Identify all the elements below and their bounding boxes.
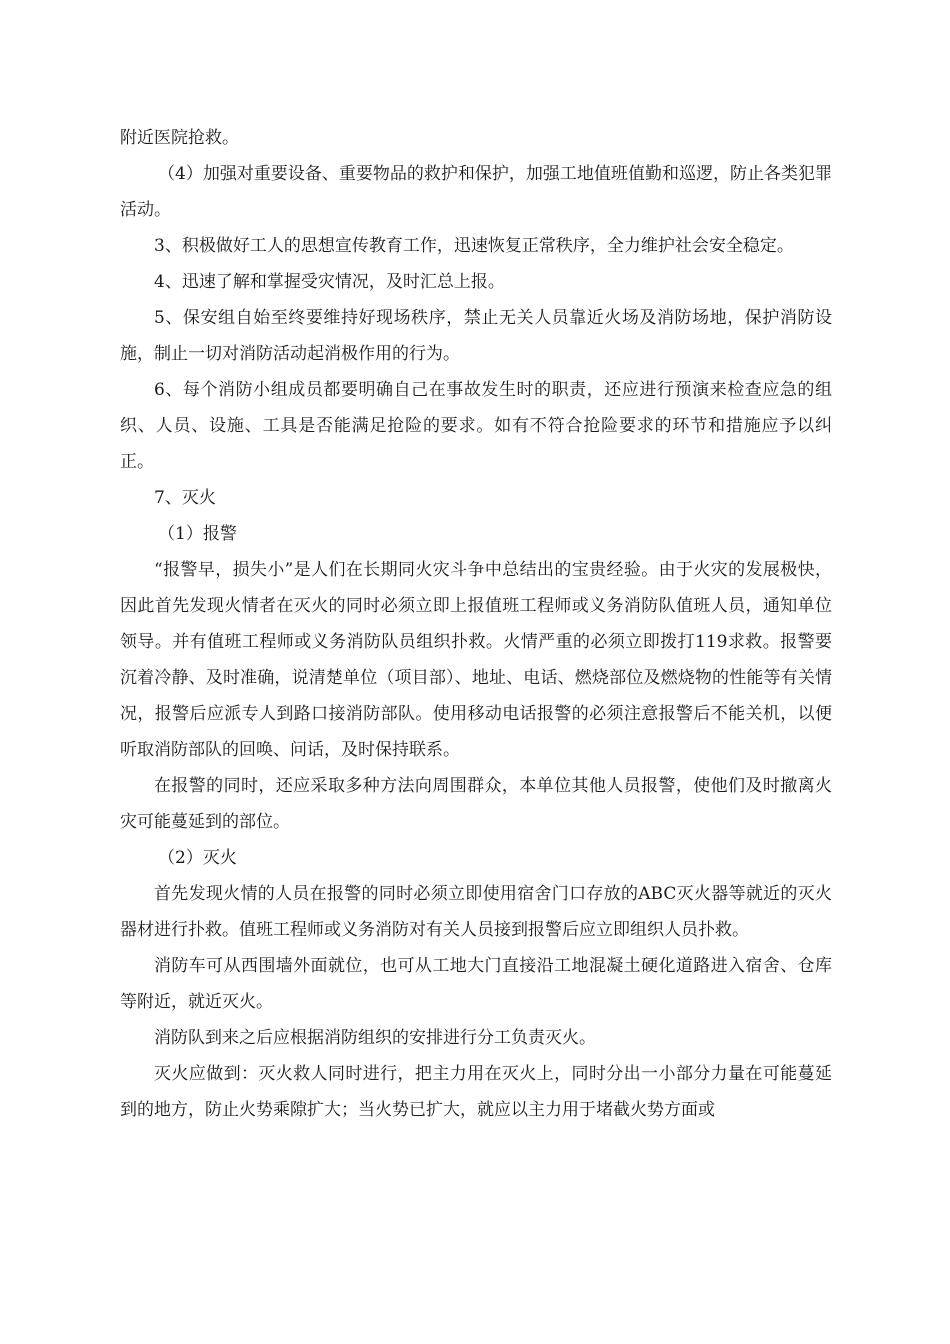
heading-item-7-fire-fighting: 7、灭火 xyxy=(154,488,216,508)
paragraph-item-5: 5、保安组自始至终要维持好现场秩序，禁止无关人员靠近火场及消防场地，保护消防设施，制止一切对消防活动起消极作用的行为。 xyxy=(120,308,832,364)
paragraph-alarm-neighbors: 在报警的同时，还应采取多种方法向周围群众，本单位其他人员报警，使他们及时撤离火灾可能蔓延到的部位。 xyxy=(120,776,832,832)
document-body xyxy=(120,120,832,1128)
paragraph-protect-equipment: （4）加强对重要设备、重要物品的救护和保护，加强工地值班值勤和巡逻，防止各类犯罪活动。 xyxy=(120,164,832,220)
paragraph-alarm-details: “报警早，损失小”是人们在长期同火灾斗争中总结出的宝贵经验。由于火灾的发展极快，因此首先发现火情者在灭火的同时必须立即上报值班工程师或义务消防队值班人员，通知单位领导。并有值班工程师或义务消防队员组织扑救。火情严重的必须立即拨打119求救。报警要沉着冷静、及时准确，说清楚单位（项目部）、地址、电话、燃烧部位及燃烧物的性能等有关情况，报警后应派专人到路口接消防部队。使用移动电话报警的必须注意报警后不能关机，以便听取消防部队的回唤、问话，及时保持联系。 xyxy=(120,560,832,760)
paragraph-extinguish-principles: 灭火应做到：灭火救人同时进行，把主力用在灭火上，同时分出一小部分力量在可能蔓延到的地方，防止火势乘隙扩大；当火势已扩大，就应以主力用于堵截火势方面或 xyxy=(120,1064,832,1120)
paragraph-fire-truck-access: 消防车可从西围墙外面就位，也可从工地大门直接沿工地混凝土硬化道路进入宿舍、仓库等附近，就近灭火。 xyxy=(120,956,832,1012)
paragraph-initial-extinguish: 首先发现火情的人员在报警的同时必须立即使用宿舍门口存放的ABC灭火器等就近的灭火器材进行扑救。值班工程师或义务消防对有关人员接到报警后应立即组织人员扑救。 xyxy=(120,884,832,940)
paragraph-fire-brigade: 消防队到来之后应根据消防组织的安排进行分工负责灭火。 xyxy=(154,1028,596,1048)
subheading-alarm: （1）报警 xyxy=(158,524,237,544)
subheading-extinguish: （2）灭火 xyxy=(158,848,237,868)
paragraph-hospital-rescue: 附近医院抢救。 xyxy=(120,128,239,148)
paragraph-item-3: 3、积极做好工人的思想宣传教育工作，迅速恢复正常秩序，全力维护社会安全稳定。 xyxy=(154,236,794,256)
paragraph-item-4: 4、迅速了解和掌握受灾情况，及时汇总上报。 xyxy=(154,272,505,292)
paragraph-item-6: 6、每个消防小组成员都要明确自己在事故发生时的职责，还应进行预演来检查应急的组织、人员、设施、工具是否能满足抢险的要求。如有不符合抢险要求的环节和措施应予以纠正。 xyxy=(120,380,832,472)
